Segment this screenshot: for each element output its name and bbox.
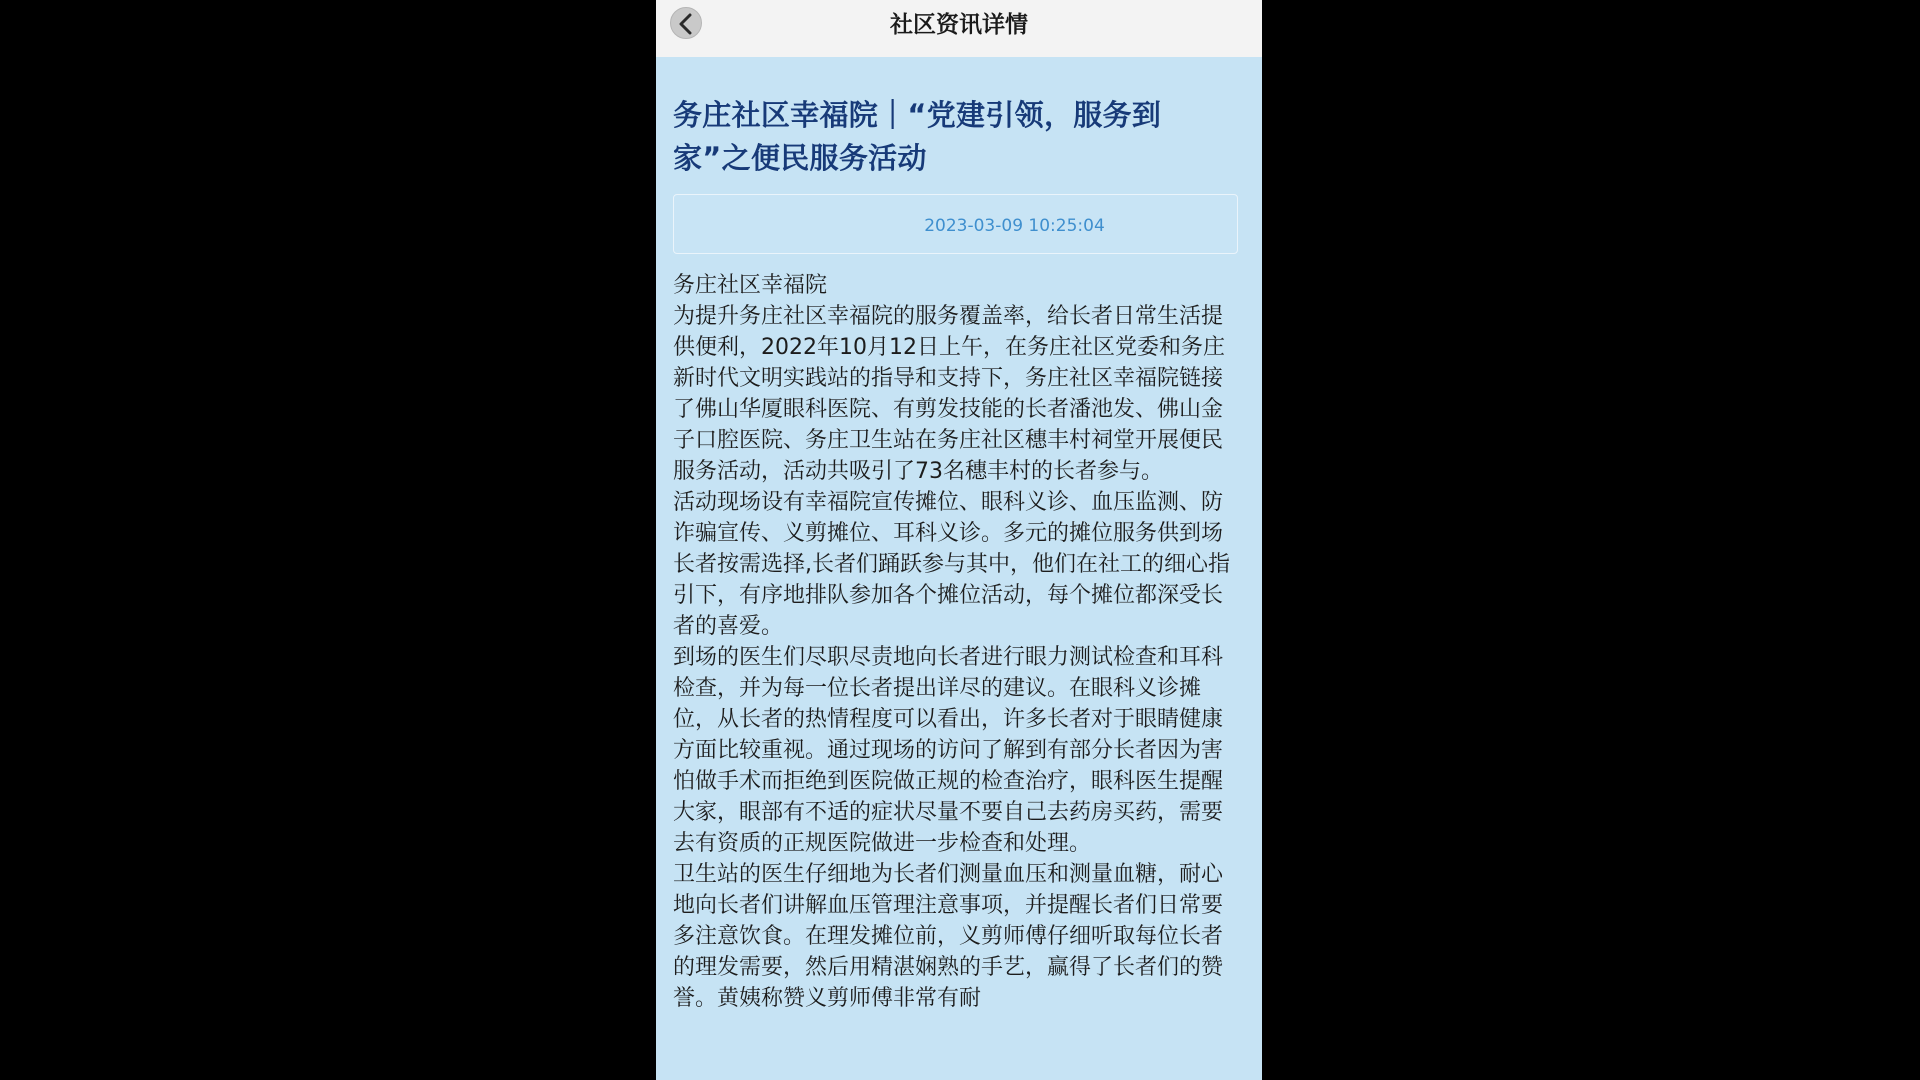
top-navigation-bar [656, 0, 1262, 57]
article-paragraph: 卫生站的医生仔细地为长者们测量血压和测量血糖，耐心地向长者们讲解血压管理注意事项，并提醒长者们日常要多注意饮食。在理发摊位前，义剪师傅仔细听取每位长者的理发需要，然后用精湛娴熟的手艺，赢得了长者们的赞誉。黄姨称赞义剪师傅非常有耐 [673, 862, 1224, 1011]
article-paragraph: 为提升务庄社区幸福院的服务覆盖率，给长者日常生活提供便利，2022年10月12日上午，在务庄社区党委和务庄新时代文明实践站的指导和支持下，务庄社区幸福院链接了佛山华厦眼科医院、有剪发技能的长者潘池发、佛山金子口腔医院、务庄卫生站在务庄社区穗丰村祠堂开展便民服务活动，活动共吸引了73名穗丰村的长者参与。 [673, 304, 1225, 484]
article-body [673, 270, 1238, 1014]
article-paragraph: 到场的医生们尽职尽责地向长者进行眼力测试检查和耳科检查，并为每一位长者提出详尽的建议。在眼科义诊摊位，从长者的热情程度可以看出，许多长者对于眼睛健康方面比较重视。通过现场的访问了解到有部分长者因为害怕做手术而拒绝到医院做正规的检查治疗，眼科医生提醒大家，眼部有不适的症状尽量不要自己去药房买药，需要去有资质的正规医院做进一步检查和处理。 [673, 645, 1224, 856]
article-title: 务庄社区幸福院｜“党建引领，服务到家”之便民服务活动 [673, 98, 1162, 175]
article-paragraph: 活动现场设有幸福院宣传摊位、眼科义诊、血压监测、防诈骗宣传、义剪摊位、耳科义诊。多元的摊位服务供到场长者按需选择,长者们踊跃参与其中，他们在社工的细心指引下，有序地排队参加各个摊位活动，每个摊位都深受长者的喜爱。 [673, 490, 1230, 639]
article-meta-box [673, 194, 1238, 254]
publish-date: 2023-03-09 10:25:04 [924, 216, 1105, 236]
page-title: 社区资讯详情 [890, 12, 1028, 38]
phone-screen [656, 0, 1262, 1080]
article-paragraph: 务庄社区幸福院 [673, 273, 828, 298]
